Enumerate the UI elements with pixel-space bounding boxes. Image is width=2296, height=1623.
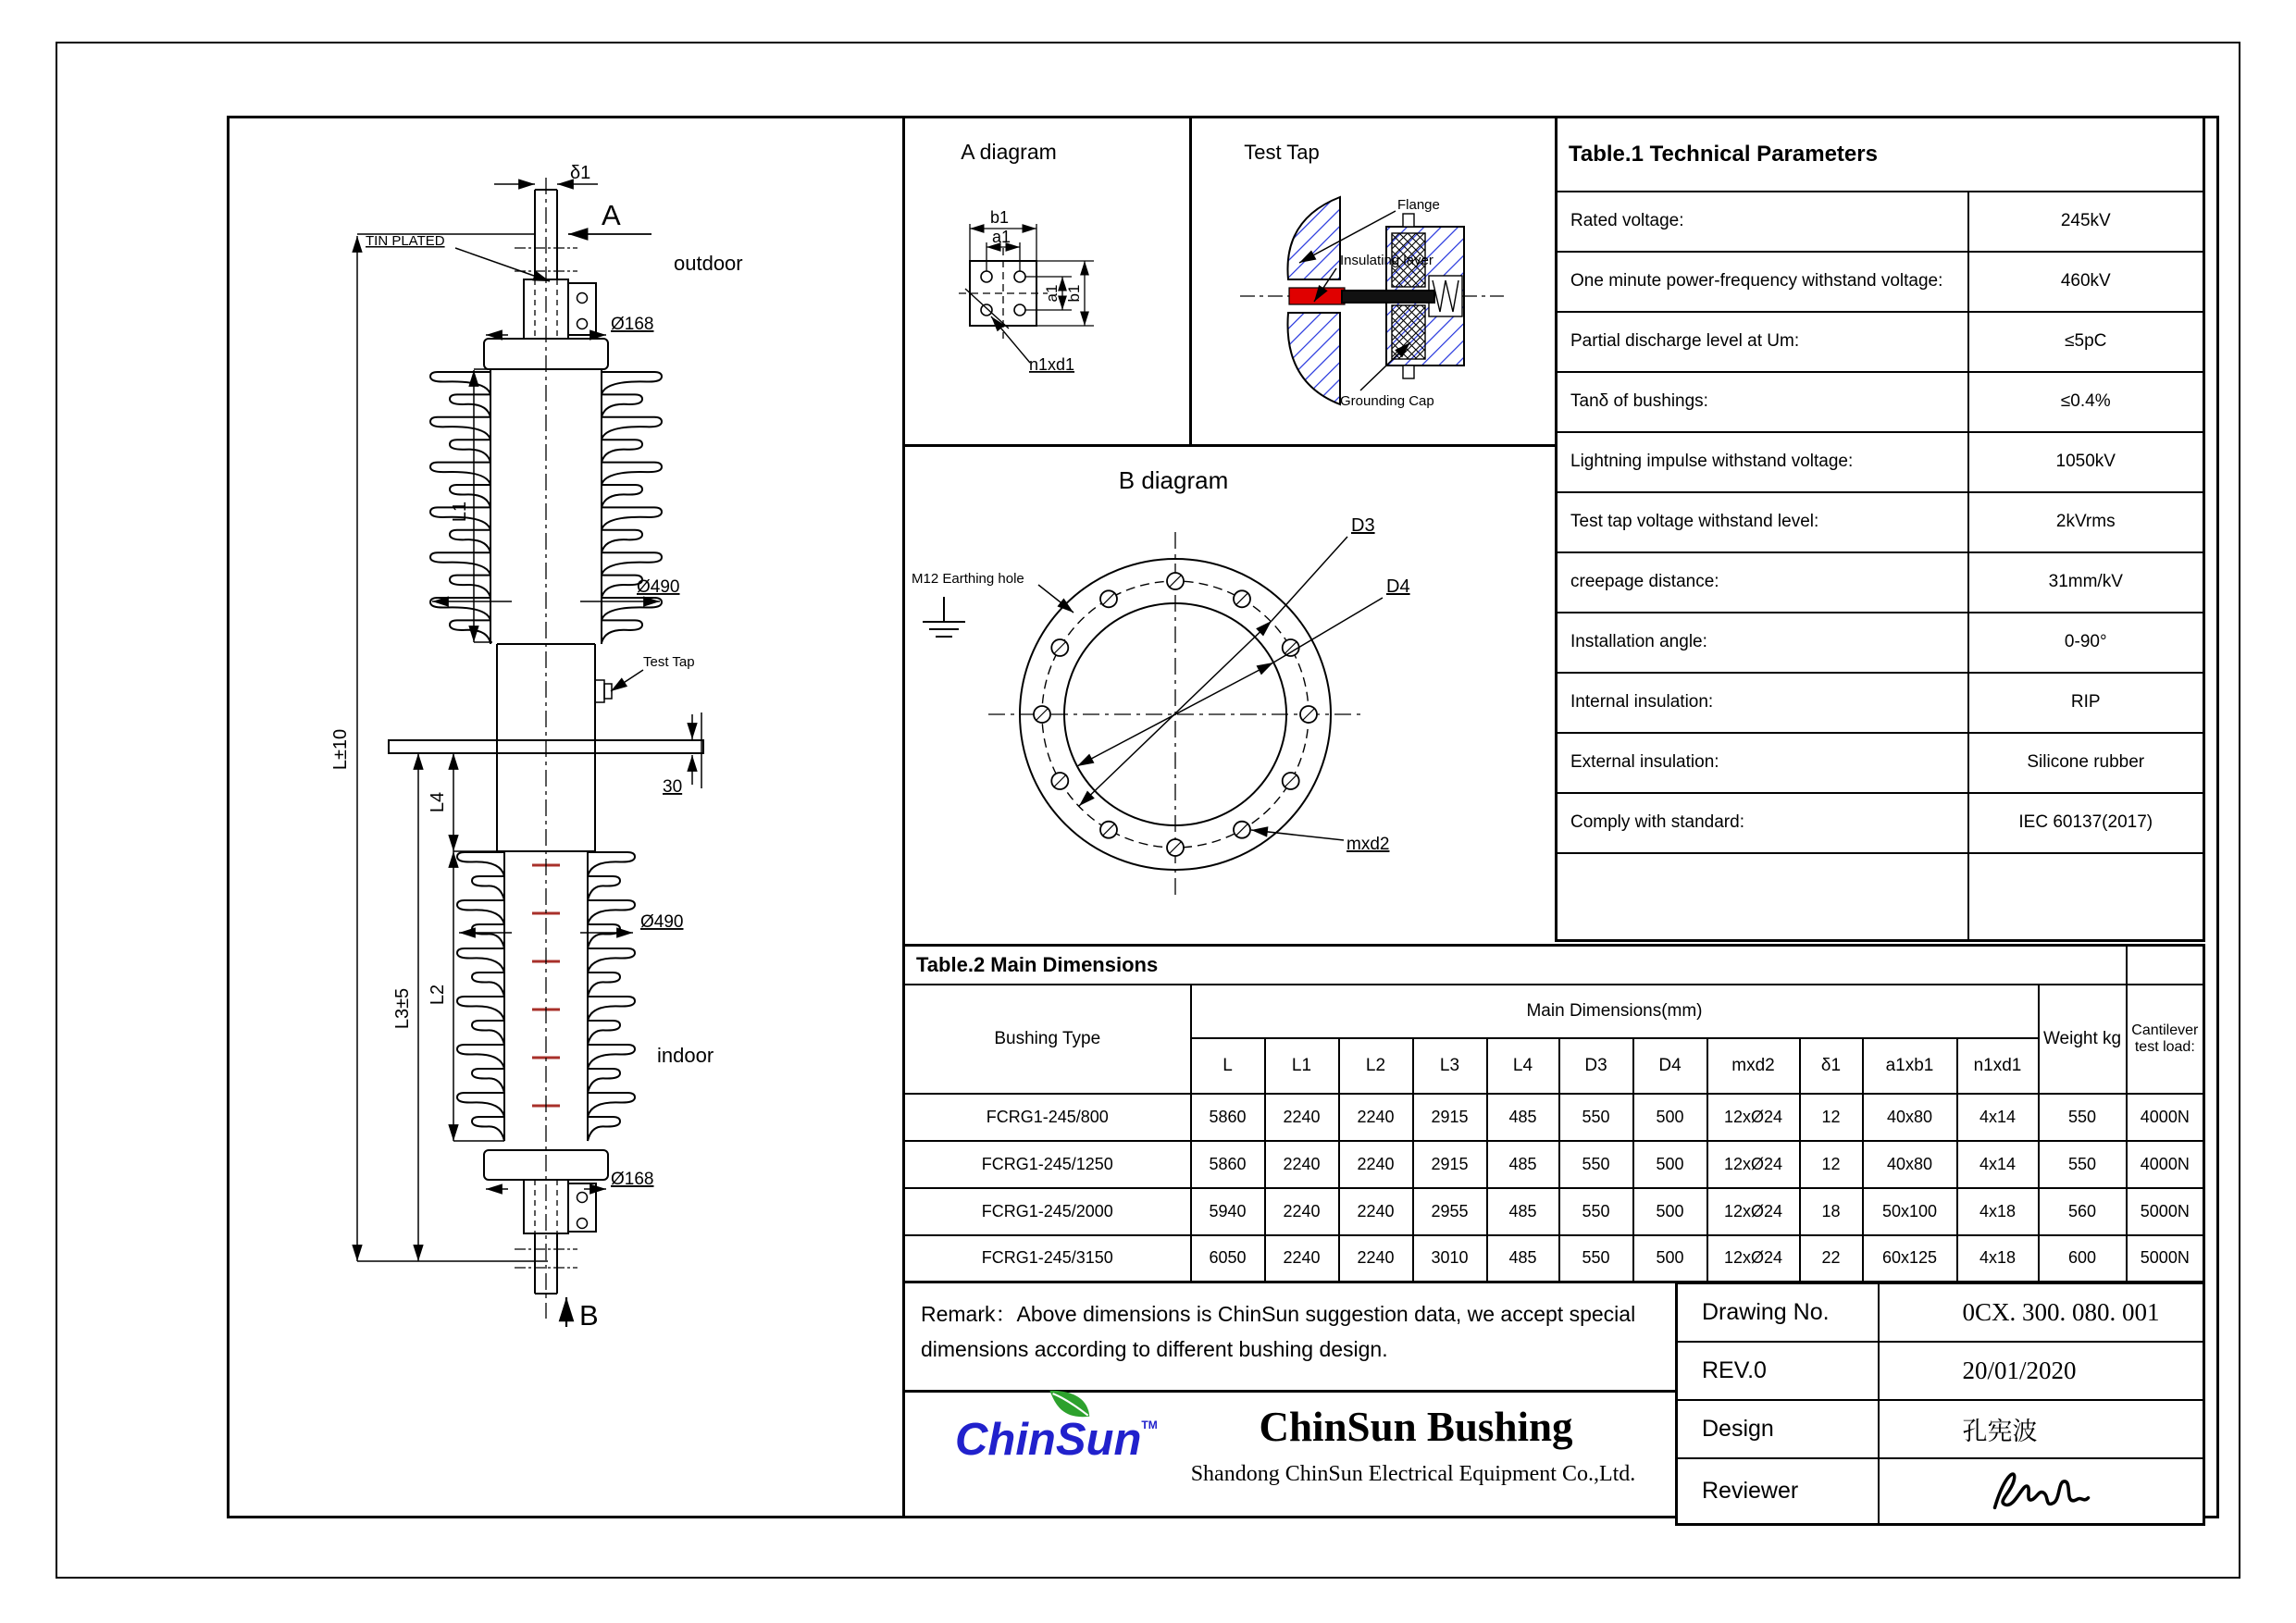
- empty-cell: [1968, 853, 2204, 941]
- bushing-type-cell: FCRG1-245/3150: [904, 1235, 1191, 1282]
- table1-title: Table.1 Technical Parameters: [1557, 118, 2204, 192]
- param-value: ≤5pC: [1968, 312, 2204, 372]
- table-row: [1557, 613, 2204, 673]
- table-row-empty: [1557, 853, 2204, 941]
- reviewer-label: Reviewer: [1677, 1458, 1879, 1525]
- param-label: creepage distance:: [1557, 552, 1968, 613]
- cantilever-cell: 5000N: [2127, 1188, 2204, 1235]
- table-row: [904, 1188, 2204, 1235]
- grounding-cap-label: Grounding Cap: [1340, 393, 1434, 409]
- dim-cell: 2915: [1413, 1094, 1487, 1141]
- dim-cell: 485: [1487, 1094, 1559, 1141]
- dim-cell: 5940: [1191, 1188, 1265, 1235]
- test-tap-title: Test Tap: [1244, 141, 1320, 164]
- leaf-icon: [1046, 1384, 1094, 1425]
- dim-cell: 550: [1559, 1235, 1633, 1282]
- dim-l-total: L±10: [330, 728, 351, 771]
- b-diagram-title: B diagram: [1118, 466, 1229, 494]
- remark-text: Remark：Above dimensions is ChinSun suggestion data, we accept special dimensions according to different bushing design.: [921, 1302, 1636, 1361]
- dim-cell: 4x18: [1957, 1235, 2039, 1282]
- bushing-drawing: [227, 116, 902, 1516]
- col-bushing-type: Bushing Type: [904, 985, 1191, 1094]
- dim-cell: 485: [1487, 1235, 1559, 1282]
- col-L: L: [1191, 1038, 1265, 1094]
- table-row: [1677, 1400, 2204, 1458]
- insulating-layer-label: Insulating layer: [1340, 253, 1433, 268]
- drawing-no-label: Drawing No.: [1677, 1283, 1879, 1342]
- dim-cell: 2240: [1339, 1094, 1413, 1141]
- param-label: One minute power-frequency withstand voltage:: [1557, 252, 1968, 312]
- cantilever-cell: 5000N: [2127, 1235, 2204, 1282]
- dim-mxd2: mxd2: [1347, 835, 1390, 854]
- table2-title: Table.2 Main Dimensions: [904, 946, 2127, 985]
- table-row: [1557, 492, 2204, 552]
- dim-cell: 4x14: [1957, 1141, 2039, 1188]
- dim-l4: L4: [428, 791, 448, 813]
- dim-cell: 4x14: [1957, 1094, 2039, 1141]
- table-row: [1557, 432, 2204, 492]
- dim-cell: 60x125: [1863, 1235, 1957, 1282]
- design-name-value: 孔宪波: [1879, 1400, 2204, 1458]
- section-b-label: B: [579, 1299, 599, 1332]
- dim-l3: L3±5: [392, 987, 413, 1030]
- table-row: [1557, 312, 2204, 372]
- earthing-hole-label: M12 Earthing hole: [912, 571, 1024, 587]
- dim-cell: 550: [1559, 1094, 1633, 1141]
- param-value: 31mm/kV: [1968, 552, 2204, 613]
- dim-l2: L2: [428, 984, 448, 1006]
- chinsun-logo: [955, 1414, 1168, 1466]
- test-tap-label: Test Tap: [643, 654, 695, 670]
- col-delta1: δ1: [1800, 1038, 1863, 1094]
- dim-cell: 2240: [1265, 1188, 1339, 1235]
- table-row: [1557, 192, 2204, 252]
- param-label: Test tap voltage withstand level:: [1557, 492, 1968, 552]
- weight-cell: 550: [2039, 1094, 2127, 1141]
- dim-dia168-bottom: Ø168: [611, 1170, 654, 1189]
- dim-cell: 12xØ24: [1707, 1141, 1800, 1188]
- param-value: 460kV: [1968, 252, 2204, 312]
- signature-scribble: [1972, 1460, 2111, 1518]
- param-value: 0-90°: [1968, 613, 2204, 673]
- param-label: Partial discharge level at Um:: [1557, 312, 1968, 372]
- drawing-no-value: 0CX. 300. 080. 001: [1879, 1283, 2204, 1342]
- col-L1: L1: [1265, 1038, 1339, 1094]
- col-a1xb1: a1xb1: [1863, 1038, 1957, 1094]
- param-label: External insulation:: [1557, 733, 1968, 793]
- dim-cell: 500: [1633, 1094, 1707, 1141]
- bushing-type-cell: FCRG1-245/2000: [904, 1188, 1191, 1235]
- table-row: [1557, 552, 2204, 613]
- company-title: ChinSun Bushing: [1259, 1404, 1573, 1450]
- table-row: [1677, 1458, 2204, 1525]
- col-cantilever: Cantilever test load:: [2127, 985, 2204, 1094]
- param-value: 245kV: [1968, 192, 2204, 252]
- col-L2: L2: [1339, 1038, 1413, 1094]
- col-group-main-dimensions: Main Dimensions(mm): [1191, 985, 2039, 1038]
- bushing-type-cell: FCRG1-245/1250: [904, 1141, 1191, 1188]
- dim-cell: 12: [1800, 1094, 1863, 1141]
- dim-cell: 2955: [1413, 1188, 1487, 1235]
- col-weight: Weight kg: [2039, 985, 2127, 1094]
- dim-b1-side: b1: [1065, 284, 1083, 303]
- param-label: Lightning impulse withstand voltage:: [1557, 432, 1968, 492]
- company-subtitle: Shandong ChinSun Electrical Equipment Co.,Ltd.: [1190, 1462, 1636, 1486]
- param-value: ≤0.4%: [1968, 372, 2204, 432]
- flange-label: Flange: [1397, 197, 1440, 213]
- dim-cell: 6050: [1191, 1235, 1265, 1282]
- param-label: Comply with standard:: [1557, 793, 1968, 853]
- param-value: RIP: [1968, 673, 2204, 733]
- dim-cell: 550: [1559, 1188, 1633, 1235]
- dim-n1xd1: n1xd1: [1029, 355, 1075, 374]
- table-row: [904, 1235, 2204, 1282]
- dim-cell: 2240: [1339, 1188, 1413, 1235]
- table-row: [1677, 1283, 2204, 1342]
- a-diagram: [902, 116, 1189, 444]
- dim-cell: 500: [1633, 1235, 1707, 1282]
- dim-cell: 485: [1487, 1188, 1559, 1235]
- col-mxd2: mxd2: [1707, 1038, 1800, 1094]
- weight-cell: 550: [2039, 1141, 2127, 1188]
- indoor-label: indoor: [657, 1044, 714, 1067]
- dim-cell: 22: [1800, 1235, 1863, 1282]
- dim-b1-top: b1: [989, 208, 1010, 227]
- tin-plated-label: TIN PLATED: [366, 233, 445, 249]
- table-row: [1557, 372, 2204, 432]
- param-value: Silicone rubber: [1968, 733, 2204, 793]
- technical-parameters-table: [1555, 116, 2205, 942]
- test-tap-diagram: [1189, 116, 1555, 444]
- empty-cell: [2127, 946, 2204, 985]
- dim-cell: 2915: [1413, 1141, 1487, 1188]
- col-D4: D4: [1633, 1038, 1707, 1094]
- dim-cell: 2240: [1265, 1094, 1339, 1141]
- dim-cell: 2240: [1339, 1141, 1413, 1188]
- dim-dia490-top: Ø490: [637, 577, 680, 597]
- dim-cell: 12xØ24: [1707, 1094, 1800, 1141]
- dim-cell: 12: [1800, 1141, 1863, 1188]
- dim-cell: 500: [1633, 1141, 1707, 1188]
- param-label: Tanδ of bushings:: [1557, 372, 1968, 432]
- dim-cell: 5860: [1191, 1094, 1265, 1141]
- title-block: [1675, 1282, 2205, 1526]
- section-a-label: A: [602, 199, 621, 231]
- dim-cell: 3010: [1413, 1235, 1487, 1282]
- table-row: [1557, 252, 2204, 312]
- dim-cell: 2240: [1265, 1141, 1339, 1188]
- param-label: Internal insulation:: [1557, 673, 1968, 733]
- bushing-type-cell: FCRG1-245/800: [904, 1094, 1191, 1141]
- dim-cell: 40x80: [1863, 1094, 1957, 1141]
- dim-a1-top: a1: [991, 228, 1011, 246]
- cantilever-cell: 4000N: [2127, 1094, 2204, 1141]
- table-row: [1557, 793, 2204, 853]
- design-label: Design: [1677, 1400, 1879, 1458]
- dim-cell: 12xØ24: [1707, 1188, 1800, 1235]
- dim-cell: 40x80: [1863, 1141, 1957, 1188]
- dim-delta1: δ1: [570, 163, 591, 183]
- divider-remark-logo: [902, 1390, 1678, 1393]
- param-value: 1050kV: [1968, 432, 2204, 492]
- dim-l1: L1: [450, 501, 470, 523]
- dim-a1-side: a1: [1043, 284, 1061, 303]
- table-row: [904, 1141, 2204, 1188]
- table-row: [1557, 733, 2204, 793]
- outdoor-label: outdoor: [674, 252, 743, 275]
- dim-dia490-bottom: Ø490: [640, 912, 684, 932]
- weight-cell: 560: [2039, 1188, 2127, 1235]
- table-row: [904, 1094, 2204, 1141]
- table-row: [1557, 673, 2204, 733]
- rev-date-value: 20/01/2020: [1879, 1342, 2204, 1400]
- a-diagram-title: A diagram: [961, 140, 1057, 164]
- main-dimensions-table: [902, 944, 2205, 1283]
- cantilever-cell: 4000N: [2127, 1141, 2204, 1188]
- dim-cell: 485: [1487, 1141, 1559, 1188]
- dim-cell: 2240: [1339, 1235, 1413, 1282]
- rev-label: REV.0: [1677, 1342, 1879, 1400]
- param-value: IEC 60137(2017): [1968, 793, 2204, 853]
- empty-cell: [1557, 853, 1968, 941]
- dim-cell: 50x100: [1863, 1188, 1957, 1235]
- dim-d4: D4: [1386, 576, 1410, 597]
- dim-cell: 18: [1800, 1188, 1863, 1235]
- col-L3: L3: [1413, 1038, 1487, 1094]
- weight-cell: 600: [2039, 1235, 2127, 1282]
- param-label: Installation angle:: [1557, 613, 1968, 673]
- dim-d3: D3: [1351, 515, 1375, 536]
- dim-30: 30: [663, 777, 683, 797]
- dim-cell: 4x18: [1957, 1188, 2039, 1235]
- col-L4: L4: [1487, 1038, 1559, 1094]
- logo-tm: TM: [1141, 1419, 1158, 1431]
- dim-cell: 5860: [1191, 1141, 1265, 1188]
- dim-cell: 12xØ24: [1707, 1235, 1800, 1282]
- dim-cell: 500: [1633, 1188, 1707, 1235]
- param-value: 2kVrms: [1968, 492, 2204, 552]
- param-label: Rated voltage:: [1557, 192, 1968, 252]
- logo-brand-text: ChinSun: [955, 1415, 1142, 1465]
- col-D3: D3: [1559, 1038, 1633, 1094]
- b-diagram: [905, 447, 1555, 944]
- col-n1xd1: n1xd1: [1957, 1038, 2039, 1094]
- dim-cell: 2240: [1265, 1235, 1339, 1282]
- dim-dia168-top: Ø168: [611, 315, 654, 334]
- dim-cell: 550: [1559, 1141, 1633, 1188]
- table-row: [1677, 1342, 2204, 1400]
